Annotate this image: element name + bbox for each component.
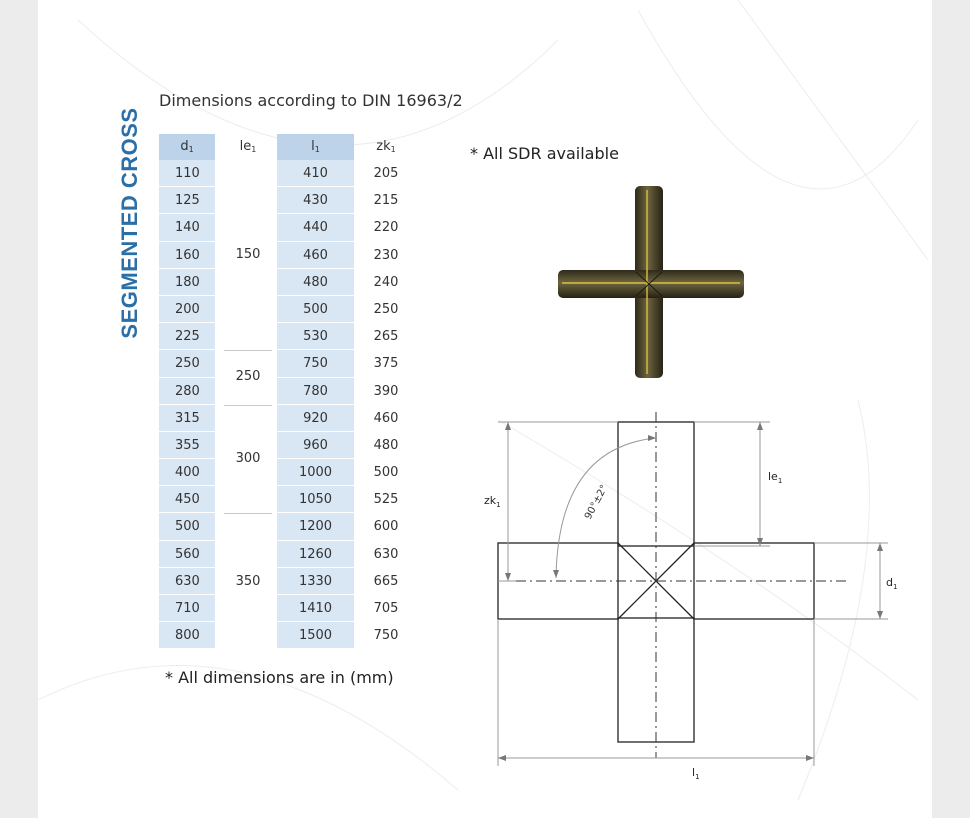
l1-cell: 1500 xyxy=(277,622,354,649)
page-side-title: SEGMENTED CROSS xyxy=(117,107,142,339)
sdr-note: * All SDR available xyxy=(470,144,619,163)
zk1-cell: 265 xyxy=(373,329,399,345)
l1-cell: 780 xyxy=(277,378,354,405)
d1-cell: 500 xyxy=(159,513,215,540)
d1-cell: 140 xyxy=(159,214,215,241)
zk1-cell: 390 xyxy=(373,383,399,399)
l1-cell: 440 xyxy=(277,214,354,241)
zk1-label: $zk_1$ xyxy=(484,494,501,509)
zk1-cell: 250 xyxy=(373,301,399,317)
d1-cell: 225 xyxy=(159,323,215,350)
d1-label: $d_1$ xyxy=(886,576,898,591)
l1-cell: 1260 xyxy=(277,541,354,568)
d1-cell: 200 xyxy=(159,296,215,323)
catalog-page xyxy=(38,0,932,818)
le1-column xyxy=(224,134,272,160)
d1-cell: 560 xyxy=(159,541,215,568)
l1-label: $l_1$ xyxy=(692,766,700,781)
l1-header: $l_1$ xyxy=(277,134,354,160)
l1-cell: 1050 xyxy=(277,486,354,513)
d1-cell: 280 xyxy=(159,378,215,405)
l1-cell: 1000 xyxy=(277,459,354,486)
d1-cell: 110 xyxy=(159,160,215,187)
le1-group-value: 150 xyxy=(235,247,261,262)
zk1-cell: 215 xyxy=(373,193,399,209)
d1-cell: 450 xyxy=(159,486,215,513)
zk1-cell: 220 xyxy=(373,220,399,236)
d1-cell: 355 xyxy=(159,432,215,459)
zk1-cell: 705 xyxy=(373,601,399,616)
l1-cell: 1200 xyxy=(277,513,354,540)
d1-cell: 800 xyxy=(159,622,215,649)
angle-arc xyxy=(556,438,656,578)
d1-column xyxy=(159,134,215,649)
zk1-column xyxy=(356,134,416,649)
segmented-cross-photo xyxy=(556,184,746,380)
d1-cell: 315 xyxy=(159,405,215,432)
l1-cell: 460 xyxy=(277,242,354,269)
zk1-cell: 630 xyxy=(373,546,399,562)
zk1-cell: 205 xyxy=(373,166,399,181)
d1-cell: 710 xyxy=(159,595,215,622)
zk1-cell: 480 xyxy=(373,437,399,453)
d1-cell: 180 xyxy=(159,269,215,296)
le1-header: $le_1$ xyxy=(239,139,257,154)
d1-header: $d_1$ xyxy=(159,134,215,160)
zk1-cell: 665 xyxy=(373,573,399,589)
l1-cell: 750 xyxy=(277,350,354,377)
le1-group-value: 300 xyxy=(235,450,261,466)
l1-cell: 410 xyxy=(277,160,354,187)
l1-cell: 960 xyxy=(277,432,354,459)
cross-technical-drawing xyxy=(458,408,898,808)
d1-cell: 400 xyxy=(159,459,215,486)
zk1-cell: 500 xyxy=(373,465,399,481)
l1-column xyxy=(277,134,354,649)
l1-cell: 1330 xyxy=(277,568,354,595)
l1-cell: 530 xyxy=(277,323,354,350)
d1-cell: 250 xyxy=(159,350,215,377)
l1-cell: 920 xyxy=(277,405,354,432)
dimensions-note: * All dimensions are in (mm) xyxy=(165,668,394,687)
page-heading: Dimensions according to DIN 16963/2 xyxy=(159,91,463,110)
d1-cell: 125 xyxy=(159,187,215,214)
l1-cell: 480 xyxy=(277,269,354,296)
zk1-cell: 600 xyxy=(373,519,399,535)
l1-cell: 1410 xyxy=(277,595,354,622)
zk1-header: $zk_1$ xyxy=(376,139,396,154)
le1-group-value: 250 xyxy=(235,369,261,385)
l1-cell: 430 xyxy=(277,187,354,214)
zk1-cell: 460 xyxy=(373,410,399,426)
zk1-cell: 750 xyxy=(373,628,399,644)
d1-cell: 630 xyxy=(159,568,215,595)
le1-label: $le_1$ xyxy=(768,470,783,485)
le1-group-value: 350 xyxy=(235,573,261,589)
zk1-cell: 525 xyxy=(373,492,399,508)
d1-cell: 160 xyxy=(159,242,215,269)
zk1-cell: 230 xyxy=(373,247,399,263)
zk1-cell: 240 xyxy=(373,274,399,290)
angle-label: 90°±2° xyxy=(582,483,611,522)
l1-cell: 500 xyxy=(277,296,354,323)
zk1-cell: 375 xyxy=(373,356,399,372)
